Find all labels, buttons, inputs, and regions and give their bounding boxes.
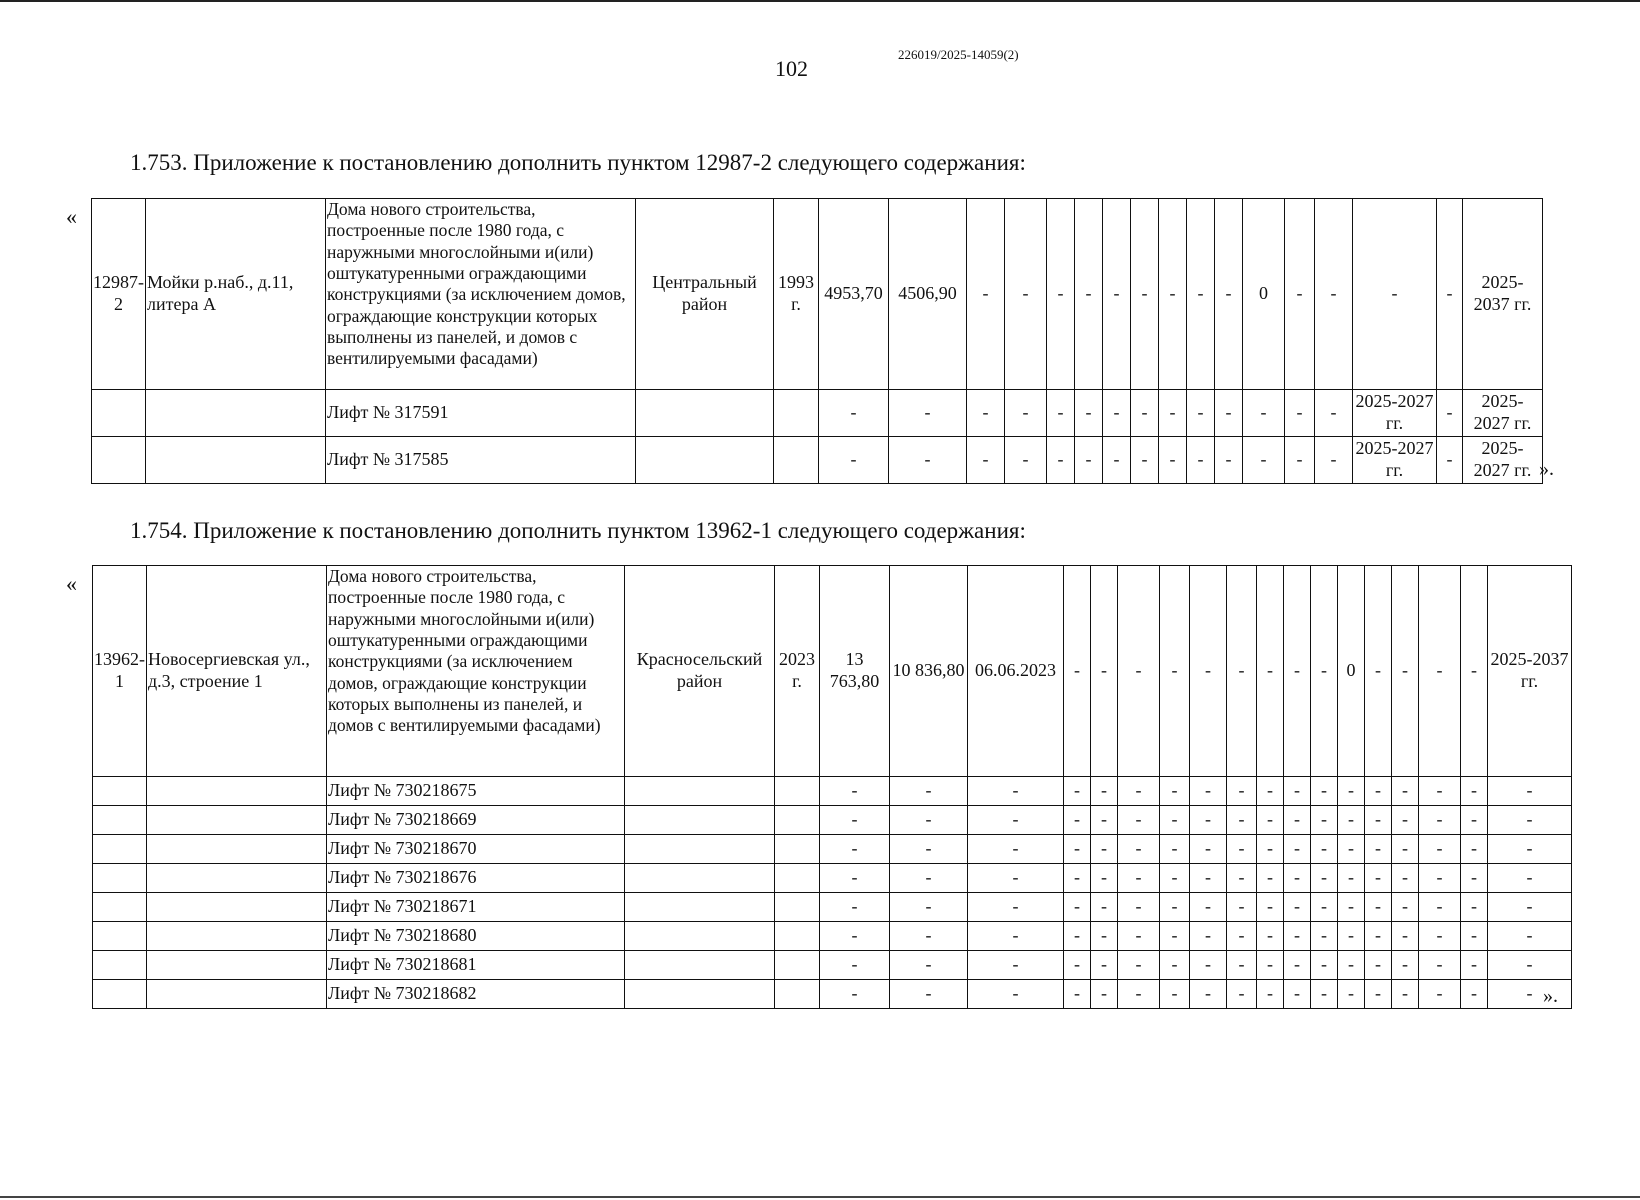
lift-name: Лифт № 730218680 [327,922,625,951]
lift-name: Лифт № 730218670 [327,835,625,864]
value-cell: - [1311,922,1338,951]
value-cell: - [1227,566,1257,777]
value-cell: - [1075,199,1103,390]
value-cell: - [1338,922,1365,951]
value-cell: - [1461,566,1488,777]
section2-open-quote: « [66,571,77,596]
value-cell: - [890,922,968,951]
value-cell: - [1091,922,1118,951]
value-cell: - [1131,199,1159,390]
value-cell: - [1392,835,1419,864]
value-cell: - [1392,980,1419,1009]
value-cell: - [1103,390,1131,437]
value-cell: - [1190,806,1227,835]
value-cell: - [1160,980,1190,1009]
value-cell: - [1365,951,1392,980]
value-cell: - [820,806,890,835]
table-row [92,199,1543,390]
value-cell: - [1419,806,1461,835]
value-cell: - [889,437,967,484]
value-cell: - [968,777,1064,806]
value-cell: - [968,980,1064,1009]
value-cell: - [1091,893,1118,922]
value-cell: - [1103,199,1131,390]
value-cell: - [1118,864,1160,893]
value-cell: - [1047,437,1075,484]
value-cell: - [1118,835,1160,864]
value-cell: 0 [1338,566,1365,777]
value-cell: - [889,390,967,437]
value-cell: - [1227,835,1257,864]
value-cell: - [890,893,968,922]
value-cell: - [1419,566,1461,777]
period-cell: - [1488,922,1572,951]
value-cell: - [1190,922,1227,951]
section2-table [92,565,1572,1009]
top-scan-edge [0,0,1640,2]
value-cell: - [1338,951,1365,980]
value-cell: - [1091,835,1118,864]
value-cell: - [1437,390,1463,437]
value-cell: - [968,951,1064,980]
value-cell: - [1190,835,1227,864]
value-cell: - [1047,199,1075,390]
value-cell: - [1419,922,1461,951]
value-cell: - [1285,437,1315,484]
value-cell: - [1131,390,1159,437]
value-cell: - [1064,922,1091,951]
area-total-cell: 4953,70 [819,199,889,390]
value-cell: - [1064,864,1091,893]
table-row [92,390,1543,437]
value-cell: - [890,806,968,835]
value-cell: - [1257,893,1284,922]
value-cell: - [1091,980,1118,1009]
value-cell: - [1284,922,1311,951]
period-cell: - [1488,806,1572,835]
table-row [93,951,1572,980]
district-cell: Красносельский район [625,566,775,777]
value-cell: - [1190,777,1227,806]
value-cell: - [1285,199,1315,390]
value-cell: - [1419,864,1461,893]
value-cell: - [890,835,968,864]
value-cell: - [820,980,890,1009]
value-cell: - [1315,437,1353,484]
value-cell: - [820,835,890,864]
value-cell: - [1315,390,1353,437]
value-cell: - [968,835,1064,864]
table-row [93,893,1572,922]
value-cell: - [1392,777,1419,806]
value-cell: - [1091,806,1118,835]
value-cell: - [1064,777,1091,806]
value-cell: - [1075,437,1103,484]
value-cell: - [1311,951,1338,980]
description-cell: Дома нового строительства, построенные после 1980 года, с наружными многослойными и(или) оштукатуренными ограждающими конструкциями (за исключением домов, ограждающие конструкции которых выполнены из панелей, и домов с вентилируемыми фасадами) [326,199,636,390]
value-cell: - [1311,566,1338,777]
section1-open-quote: « [66,204,77,229]
period-cell: 2025-2027 гг. [1463,437,1543,484]
value-cell: - [1284,777,1311,806]
table-row [93,864,1572,893]
value-cell: - [1091,566,1118,777]
value-cell: - [1338,980,1365,1009]
value-cell: - [1365,777,1392,806]
value-cell: - [1064,806,1091,835]
district-cell: Центральный район [636,199,774,390]
value-cell: - [820,893,890,922]
page-number: 102 [775,56,808,81]
period-cell: - [1488,951,1572,980]
value-cell: - [1227,806,1257,835]
value-cell: - [1187,390,1215,437]
value-cell: - [1227,893,1257,922]
value-cell: - [967,390,1005,437]
period-cell: - [1488,864,1572,893]
value-cell: - [1118,951,1160,980]
value-cell: - [1392,893,1419,922]
value-cell: - [1118,566,1160,777]
value-cell: - [1284,893,1311,922]
value-cell: - [967,199,1005,390]
year-cell: 2023 г. [775,566,820,777]
value-cell: - [1160,893,1190,922]
period-cell: - [1488,980,1572,1009]
value-cell: - [1160,806,1190,835]
value-cell: - [1338,893,1365,922]
area-total-cell: 13 763,80 [820,566,890,777]
value-cell: - [1338,806,1365,835]
value-cell: - [1284,951,1311,980]
description-cell: Дома нового строительства, построенные после 1980 года, с наружными многослойными и(или) оштукатуренными ограждающими конструкциями (за исключением домов, ограждающие конструкции которых выполнены из панелей, и домов с вентилируемыми фасадами) [327,566,625,777]
value-cell: - [1392,951,1419,980]
value-cell: - [1160,566,1190,777]
value-cell: - [1257,864,1284,893]
value-cell: - [1005,437,1047,484]
lift-name: Лифт № 317585 [326,437,636,484]
value-cell: - [1392,922,1419,951]
table-row [92,437,1543,484]
value-cell: - [1160,951,1190,980]
value-cell: - [1365,806,1392,835]
value-cell: - [1461,951,1488,980]
year-cell: 1993 г. [774,199,819,390]
section2-close-quote: ». [1543,985,1558,1007]
value-cell: - [1160,835,1190,864]
value-cell: - [1190,566,1227,777]
value-cell: - [1338,864,1365,893]
lift-name: Лифт № 730218681 [327,951,625,980]
value-cell: - [820,777,890,806]
value-cell: - [1064,980,1091,1009]
value-cell: - [1284,864,1311,893]
value-cell: - [968,893,1064,922]
value-cell: - [820,864,890,893]
value-cell: - [1215,199,1243,390]
value-cell: - [1392,864,1419,893]
value-cell: - [1437,437,1463,484]
value-cell: - [1227,777,1257,806]
value-cell: - [1365,893,1392,922]
value-cell: - [1419,951,1461,980]
value-cell: - [968,922,1064,951]
value-cell: - [1284,566,1311,777]
value-cell: - [1315,199,1353,390]
value-cell: - [1311,980,1338,1009]
value-cell: - [1005,390,1047,437]
period-cell: - [1488,893,1572,922]
period-cell: 2025-2037 гг. [1488,566,1572,777]
value-cell: - [1047,390,1075,437]
value-cell: - [1311,777,1338,806]
value-cell: - [1311,835,1338,864]
value-cell: - [1159,437,1187,484]
value-cell: - [1159,390,1187,437]
value-cell: - [1461,980,1488,1009]
value-cell: - [819,437,889,484]
value-cell: - [1419,835,1461,864]
value-cell: - [1461,835,1488,864]
value-cell: - [1257,777,1284,806]
value-cell: - [1227,951,1257,980]
value-cell: - [1187,199,1215,390]
address-cell: Мойки р.наб., д.11, литера А [146,199,326,390]
area-living-cell: 10 836,80 [890,566,968,777]
value-cell: - [967,437,1005,484]
table-row [93,806,1572,835]
bottom-scan-edge [0,1196,1640,1198]
value-cell: - [1365,980,1392,1009]
value-cell: - [890,864,968,893]
value-cell: - [1243,390,1285,437]
value-cell: - [1365,566,1392,777]
value-cell: - [1091,951,1118,980]
value-cell: - [1257,806,1284,835]
date-cell: 06.06.2023 [968,566,1064,777]
period-cell: 2025-2027 гг. [1463,390,1543,437]
value-cell: - [1215,437,1243,484]
value-cell: - [1160,864,1190,893]
value-cell: - [1257,566,1284,777]
value-cell: - [1227,980,1257,1009]
value-cell: - [968,864,1064,893]
value-cell: - [890,777,968,806]
lift-name: Лифт № 730218669 [327,806,625,835]
value-cell: - [1118,777,1160,806]
value-cell: - [1461,893,1488,922]
value-cell: - [1461,777,1488,806]
period-cell: 2025-2027 гг. [1353,437,1437,484]
value-cell: - [1257,951,1284,980]
value-cell: - [1365,835,1392,864]
lift-name: Лифт № 730218675 [327,777,625,806]
value-cell: - [1215,390,1243,437]
value-cell: - [819,390,889,437]
value-cell: - [1284,835,1311,864]
value-cell: - [1461,864,1488,893]
value-cell: - [1338,835,1365,864]
value-cell: - [1392,806,1419,835]
value-cell: - [1091,864,1118,893]
period-cell: 2025-2027 гг. [1353,390,1437,437]
value-cell: - [1338,777,1365,806]
value-cell: - [820,922,890,951]
value-cell: - [1365,864,1392,893]
value-cell: - [820,951,890,980]
value-cell: - [1284,980,1311,1009]
lift-name: Лифт № 730218682 [327,980,625,1009]
value-cell: - [1190,893,1227,922]
lift-name: Лифт № 730218671 [327,893,625,922]
value-cell: - [1075,390,1103,437]
value-cell: - [1311,864,1338,893]
value-cell: - [1257,835,1284,864]
value-cell: - [1131,437,1159,484]
table-row [93,980,1572,1009]
area-living-cell: 4506,90 [889,199,967,390]
value-cell: - [1118,922,1160,951]
document-code: 226019/2025-14059(2) [898,47,1019,62]
value-cell: - [1257,980,1284,1009]
table-row [93,835,1572,864]
section1-heading: 1.753. Приложение к постановлению дополнить пунктом 12987-2 следующего содержания: [130,150,1026,175]
value-cell: - [1064,566,1091,777]
period-cell: - [1488,835,1572,864]
value-cell: - [1005,199,1047,390]
value-cell: - [1190,980,1227,1009]
item-number: 12987-2 [92,199,146,390]
table-row [93,566,1572,777]
value-cell: - [1461,806,1488,835]
value-cell: - [1064,893,1091,922]
value-cell: - [1243,437,1285,484]
value-cell: 0 [1243,199,1285,390]
section1-close-quote: ». [1539,458,1554,480]
value-cell: - [1118,806,1160,835]
value-cell: - [1227,864,1257,893]
item-number: 13962-1 [93,566,147,777]
value-cell: - [1284,806,1311,835]
value-cell: - [1118,980,1160,1009]
value-cell: - [1103,437,1131,484]
value-cell: - [1461,922,1488,951]
value-cell: - [1187,437,1215,484]
value-cell: - [1419,980,1461,1009]
value-cell: - [1190,864,1227,893]
value-cell: - [1257,922,1284,951]
lift-name: Лифт № 730218676 [327,864,625,893]
value-cell: - [1419,777,1461,806]
value-cell: - [1392,566,1419,777]
value-cell: - [1285,390,1315,437]
value-cell: - [1159,199,1187,390]
value-cell: - [1064,835,1091,864]
table-row [93,777,1572,806]
address-cell: Новосергиевская ул., д.3, строение 1 [147,566,327,777]
value-cell: - [1311,893,1338,922]
lift-name: Лифт № 317591 [326,390,636,437]
period-cell: 2025-2037 гг. [1463,199,1543,390]
value-cell: - [1118,893,1160,922]
value-cell: - [1091,777,1118,806]
value-cell: - [1160,922,1190,951]
value-cell: - [1311,806,1338,835]
value-cell: - [1190,951,1227,980]
value-cell: - [1160,777,1190,806]
value-cell: - [1365,922,1392,951]
value-cell: - [1064,951,1091,980]
section2-heading: 1.754. Приложение к постановлению дополнить пунктом 13962-1 следующего содержания: [130,518,1026,543]
section1-table [91,198,1543,484]
value-cell: - [890,951,968,980]
value-cell: - [890,980,968,1009]
value-cell: - [1353,199,1437,390]
value-cell: - [1437,199,1463,390]
value-cell: - [1227,922,1257,951]
value-cell: - [1419,893,1461,922]
period-cell: - [1488,777,1572,806]
table-row [93,922,1572,951]
value-cell: - [968,806,1064,835]
